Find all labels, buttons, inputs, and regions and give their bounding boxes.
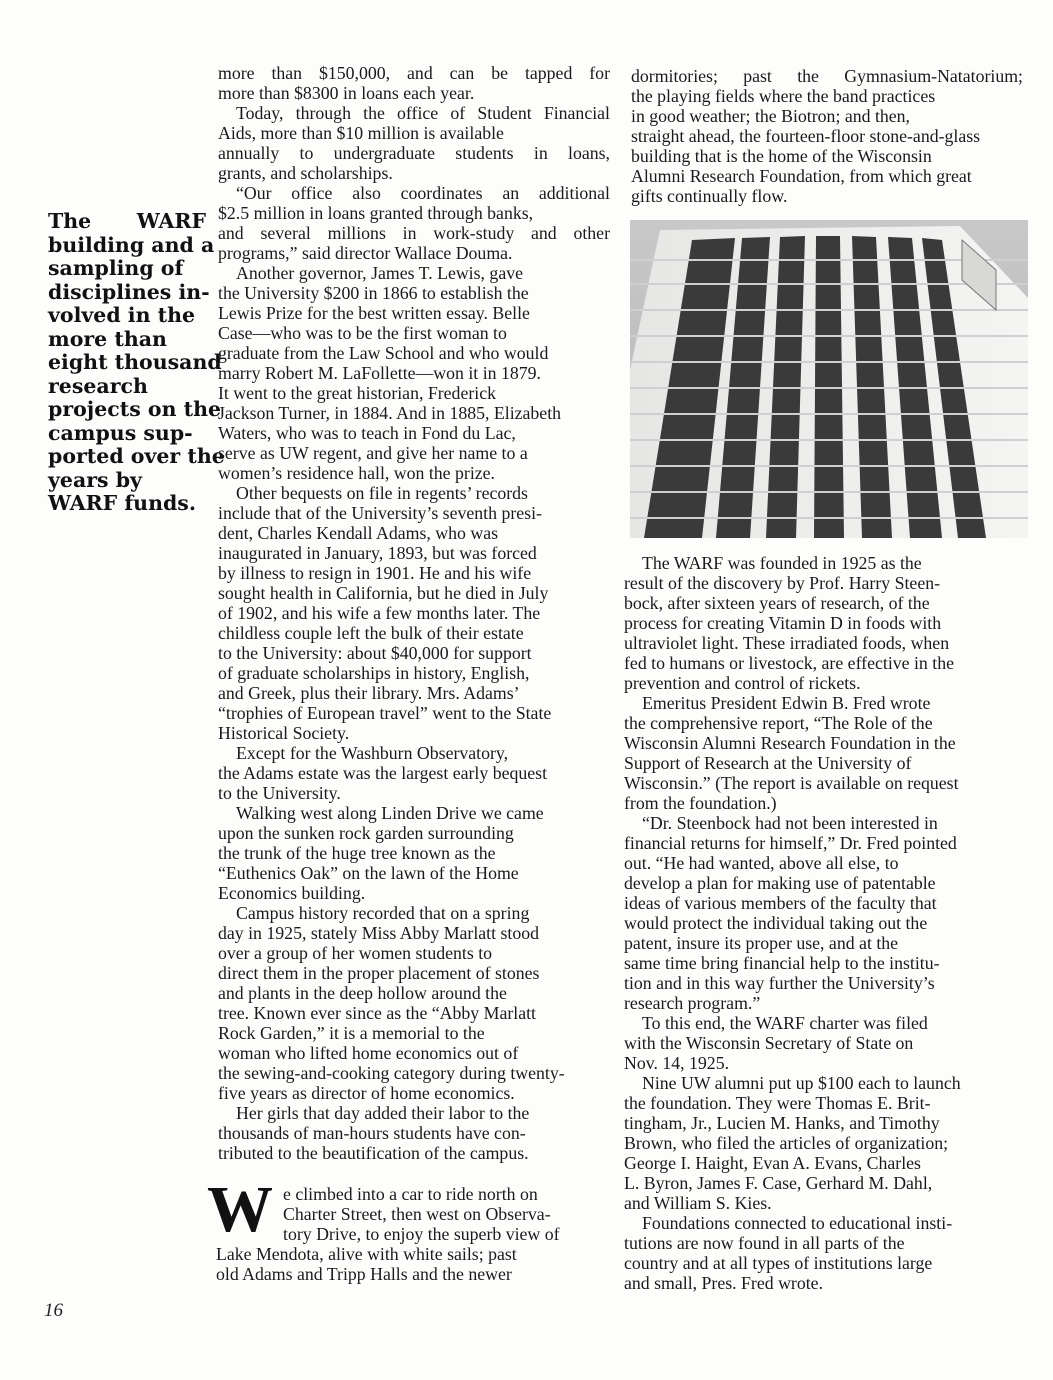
caption-line: projects on the [48,397,222,421]
text-line: fed to humans or livestock, are effective in the [624,653,954,673]
text-line: the comprehensive report, “The Role of the [624,713,933,733]
text-line: and several millions in work-study and other [218,223,610,243]
text-line: Support of Research at the University of [624,753,912,773]
text-line: from the foundation.) [624,793,777,813]
text-line: sought health in California, but he died in July [218,583,549,603]
text-line: Brown, who filed the articles of organization; [624,1133,949,1153]
text-line: Except for the Washburn Observatory, [236,743,509,763]
text-line: Walking west along Linden Drive we came [236,803,544,823]
text-line: Historical Society. [218,723,350,743]
text-line: prevention and control of rickets. [624,673,861,693]
text-line: inaugurated in January, 1893, but was forced [218,543,537,563]
text-line: serve as UW regent, and give her name to a [218,443,528,463]
text-line: e climbed into a car to ride north on [283,1184,538,1204]
text-line: to the University: about $40,000 for support [218,643,532,663]
text-line: in good weather; the Biotron; and then, [631,106,911,126]
caption-line: more than [48,326,167,351]
text-line: upon the sunken rock garden surrounding [218,823,514,843]
text-line: Emeritus President Edwin B. Fred wrote [642,693,931,713]
text-line: “Dr. Steenbock had not been interested in [642,813,938,833]
text-line: direct them in the proper placement of stones [218,963,540,983]
text-line: process for creating Vitamin D in foods with [624,613,942,633]
text-line: the sewing-and-cooking category during twenty- [218,1063,565,1083]
text-line: Foundations connected to educational insti- [642,1213,953,1233]
text-line: Charter Street, then west on Observa- [283,1204,551,1224]
text-line: Another governor, James T. Lewis, gave [236,263,523,283]
text-line: marry Robert M. LaFollette—won it in 1879. [218,363,541,383]
text-line: the Adams estate was the largest early bequest [218,763,548,783]
text-line: Nov. 14, 1925. [624,1053,730,1073]
text-line: over a group of her women students to [218,943,493,963]
text-line: Lewis Prize for the best written essay. Belle [218,303,530,323]
text-line: and small, Pres. Fred wrote. [624,1273,824,1293]
text-line: Aids, more than $10 million is available [218,123,504,143]
text-line: “Our office also coordinates an additional [236,183,610,203]
text-line: thousands of man-hours students have con- [218,1123,526,1143]
text-line: Campus history recorded that on a spring [236,903,530,923]
text-line: tory Drive, to enjoy the superb view of [283,1224,560,1244]
text-line: of 1902, and his wife a few months later. The [218,603,541,623]
text-line: It went to the great historian, Frederick [218,383,496,403]
text-line: tree. Known ever since as the “Abby Marlatt [218,1003,536,1023]
text-line: “Euthenics Oak” on the lawn of the Home [218,863,519,883]
text-line: include that of the University’s seventh presi- [218,503,542,523]
text-line: and plants in the deep hollow around the [218,983,507,1003]
caption-line: building and a [48,232,215,257]
text-line: patent, insure its proper use, and at the [624,933,899,953]
text-line: women’s residence hall, won the prize. [218,463,495,483]
article-column-middle [218,63,610,1163]
text-line: with the Wisconsin Secretary of State on [624,1033,914,1053]
text-line: Lake Mendota, alive with white sails; past [216,1244,517,1264]
text-line: would protect the individual taking out the [624,913,928,933]
text-line: country and at all types of institutions large [624,1253,933,1273]
text-line: graduate from the Law School and who would [218,343,549,363]
text-line: ultraviolet light. These irradiated foods, when [624,633,950,653]
text-line: to the University. [218,783,341,803]
caption-line: disciplines in- [48,279,210,304]
text-line: the playing fields where the band practices [631,86,936,106]
text-line: out. “He had wanted, above all else, to [624,853,899,873]
text-line: old Adams and Tripp Halls and the newer [216,1264,512,1284]
drop-cap-letter: W [207,1173,273,1246]
text-line: Today, through the office of Student Financial [236,103,610,123]
text-line: The WARF was founded in 1925 as the [642,553,922,573]
caption-line: sampling of [48,256,184,280]
text-line: tutions are now found in all parts of the [624,1233,905,1253]
text-line: and William S. Kies. [624,1193,772,1213]
text-line: Economics building. [218,883,366,903]
text-line: tingham, Jr., Lucien M. Hanks, and Timothy [624,1113,940,1133]
article-column-right-top [631,66,1023,206]
text-line: of graduate scholarships in history, English, [218,663,530,683]
text-line: straight ahead, the fourteen-floor stone-and-glass [631,126,981,146]
text-line: financial returns for himself,” Dr. Fred pointed [624,833,957,853]
text-line: tion and in this way further the University’s [624,973,935,993]
text-line: annually to undergraduate students in loans, [218,143,610,163]
text-line: Waters, who was to teach in Fond du Lac, [218,423,516,443]
caption-line: The WARF [48,209,206,233]
text-line: “trophies of European travel” went to the State [218,703,552,723]
dropcap-paragraph [207,1173,607,1284]
text-line: research program.” [624,993,761,1013]
caption-line: ported over the [48,444,225,468]
text-line: dormitories; past the Gymnasium-Natatorium; [631,66,1023,86]
caption-line: WARF funds. [48,491,196,515]
text-line: result of the discovery by Prof. Harry Steen- [624,573,941,593]
text-line: childless couple left the bulk of their estate [218,623,524,643]
text-line: building that is the home of the Wisconsin [631,146,932,166]
text-line: by illness to resign in 1901. He and his wife [218,563,532,583]
photo-caption [48,209,225,516]
text-line: bock, after sixteen years of research, of the [624,593,930,613]
text-line: develop a plan for making use of patentable [624,873,936,893]
text-line: same time bring financial help to the institu- [624,953,940,973]
text-line: ideas of various members of the faculty that [624,893,937,913]
text-line: Her girls that day added their labor to the [236,1103,530,1123]
caption-line: research [48,373,148,398]
caption-line: volved in the [48,303,196,327]
text-line: L. Byron, James F. Case, Gerhard M. Dahl, [624,1173,933,1193]
text-line: Other bequests on file in regents’ records [236,483,528,503]
text-line: tributed to the beautification of the campus. [218,1143,529,1163]
text-line: gifts continually flow. [631,186,788,206]
text-line: the University $200 in 1866 to establish the [218,283,529,303]
text-line: grants, and scholarships. [218,163,393,183]
caption-line: campus sup- [48,420,193,445]
text-line: Alumni Research Foundation, from which great [631,166,972,186]
text-line: Wisconsin Alumni Research Foundation in the [624,733,956,753]
text-line: Nine UW alumni put up $100 each to launch [642,1073,961,1093]
text-line: George I. Haight, Evan A. Evans, Charles [624,1153,921,1173]
text-line: $2.5 million in loans granted through banks, [218,203,534,223]
text-line: dent, Charles Kendall Adams, who was [218,523,499,543]
text-line: To this end, the WARF charter was filed [642,1013,928,1033]
article-column-right-bottom [624,553,1016,1293]
text-line: more than $150,000, and can be tapped for [218,63,610,83]
text-line: Case—who was to be the first woman to [218,323,507,343]
text-line: the foundation. They were Thomas E. Brit- [624,1093,931,1113]
warf-building-photo [630,220,1028,538]
caption-line: eight thousand [48,350,222,374]
caption-line: years by [48,467,142,492]
page-number: 16 [44,1300,63,1321]
text-line: the trunk of the huge tree known as the [218,843,496,863]
text-line: and Greek, plus their library. Mrs. Adams’ [218,683,520,703]
text-line: Wisconsin.” (The report is available on request [624,773,959,793]
text-line: five years as director of home economics. [218,1083,515,1103]
text-line: Jackson Turner, in 1884. And in 1885, Elizabeth [218,403,562,423]
text-line: programs,” said director Wallace Douma. [218,243,513,263]
text-line: Rock Garden,” it is a memorial to the [218,1023,485,1043]
text-line: woman who lifted home economics out of [218,1043,519,1063]
text-line: more than $8300 in loans each year. [218,83,475,103]
text-line: day in 1925, stately Miss Abby Marlatt stood [218,923,540,943]
